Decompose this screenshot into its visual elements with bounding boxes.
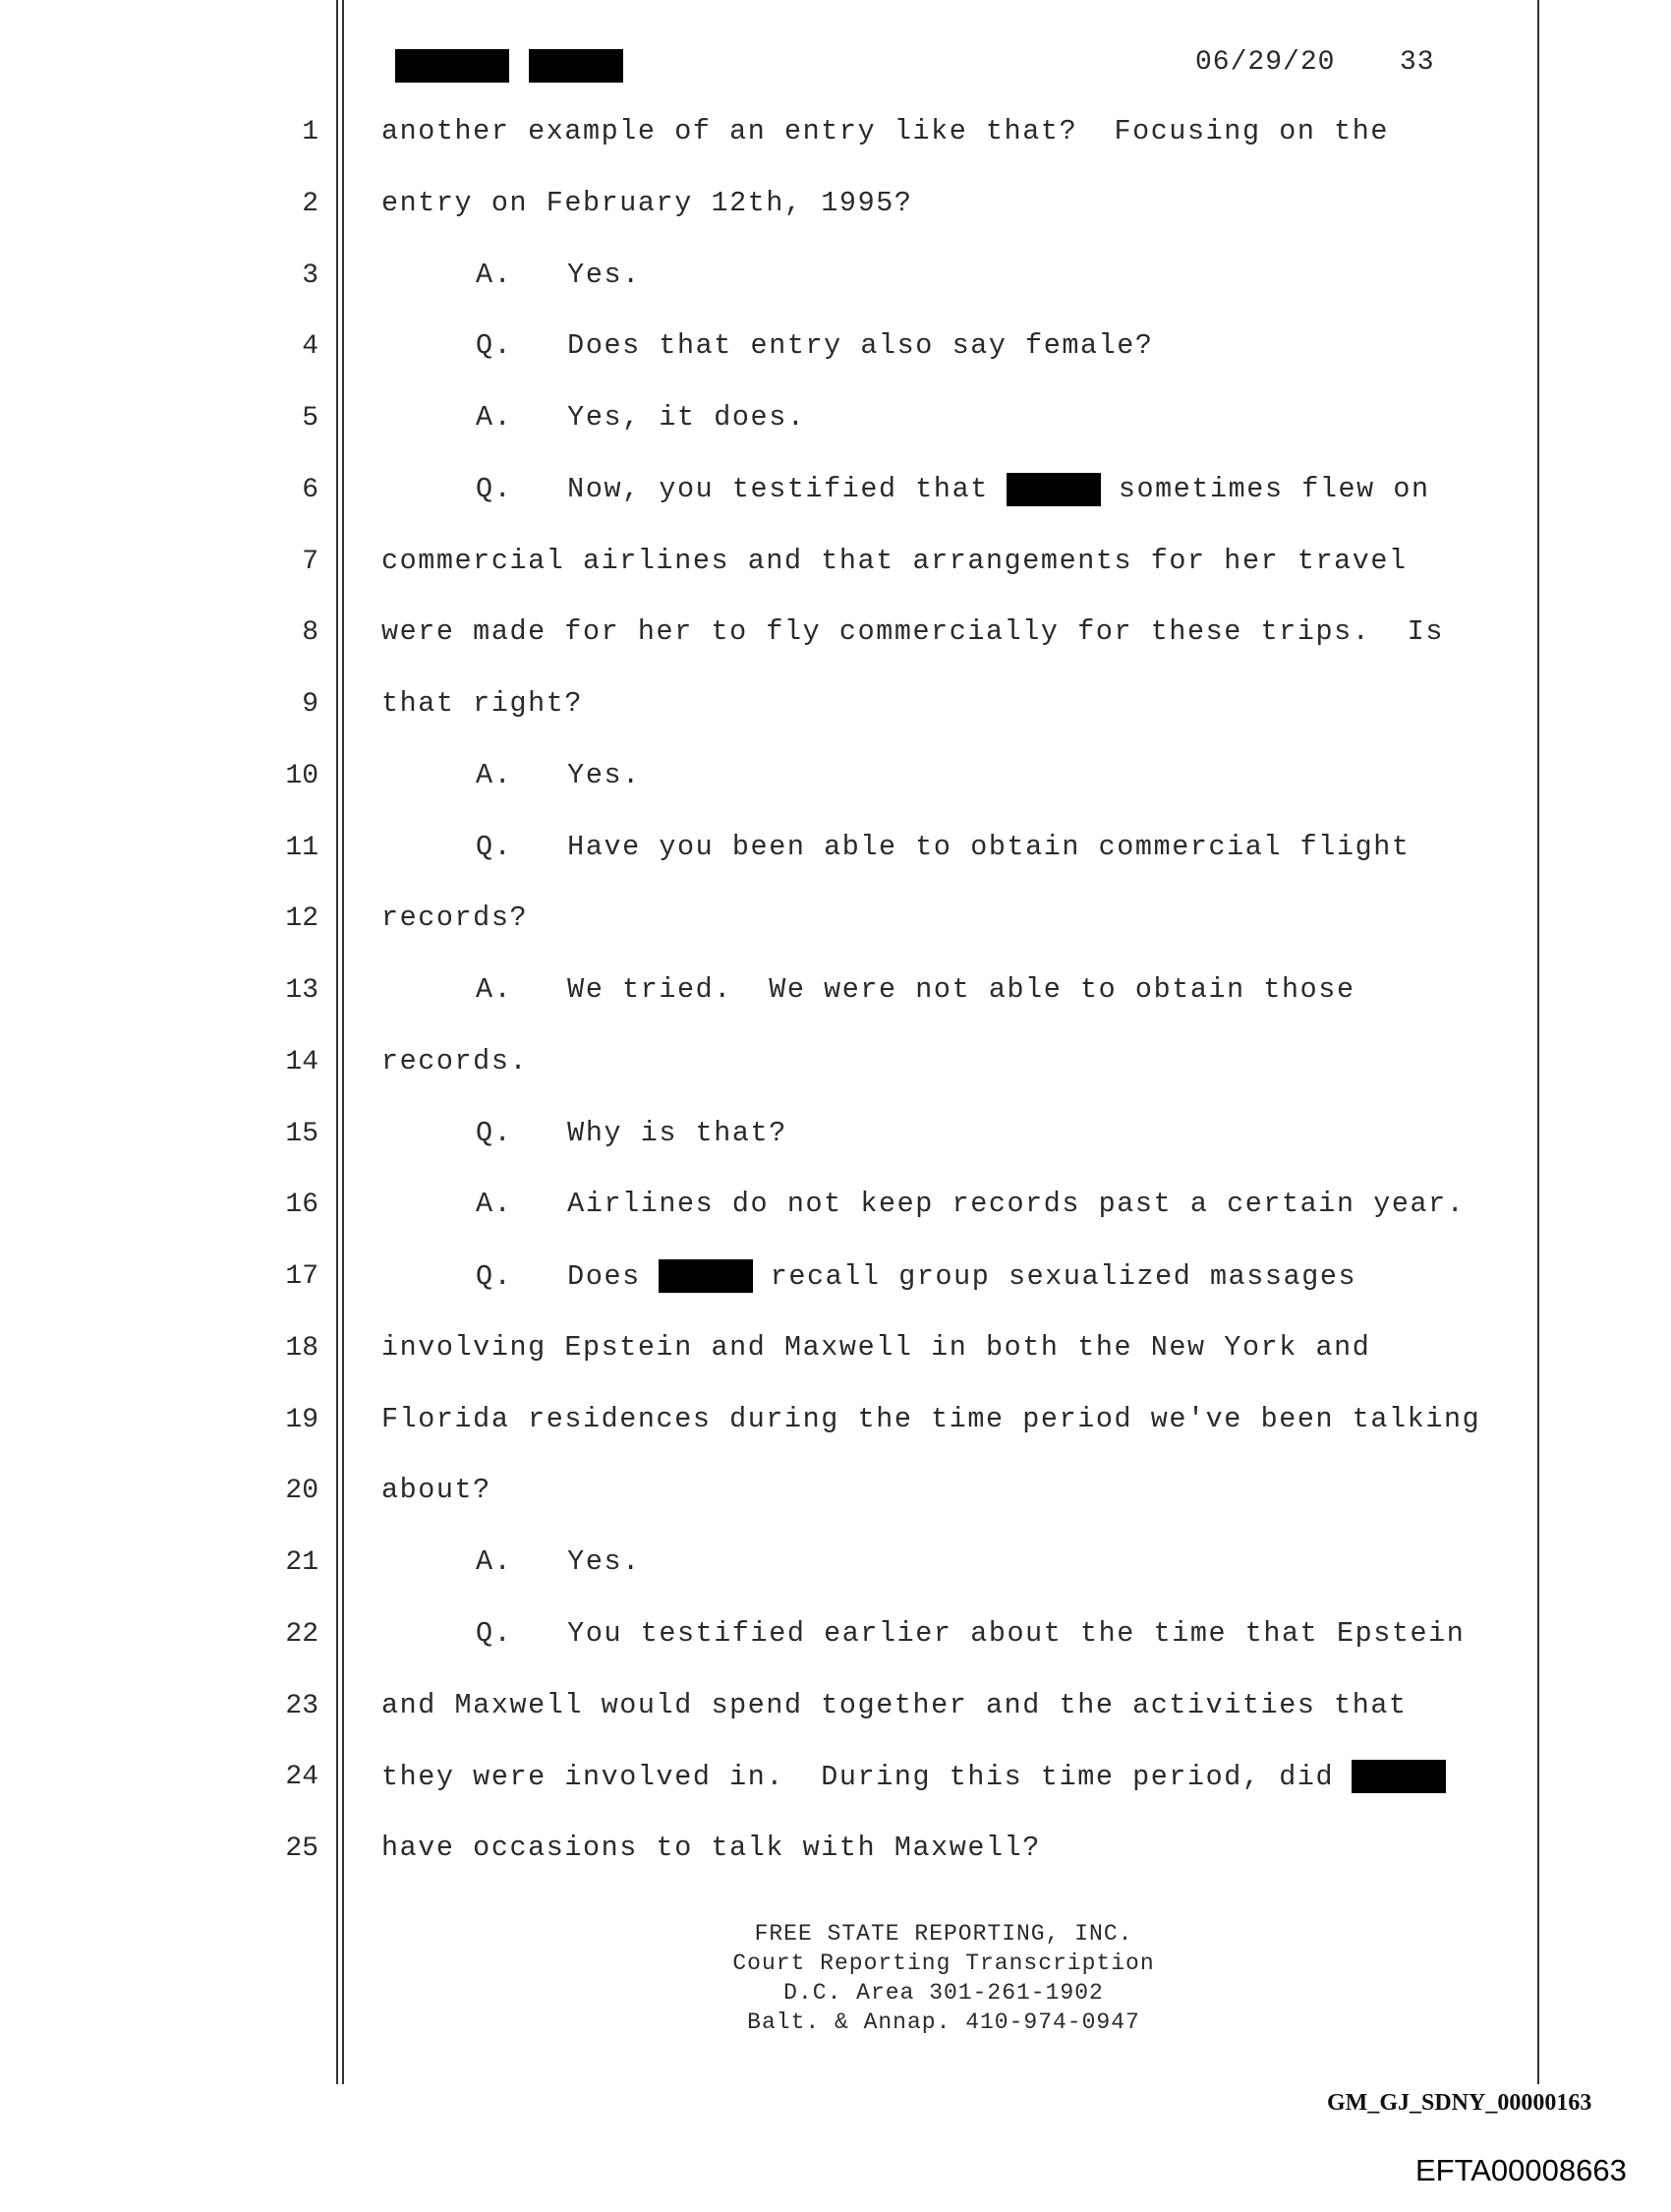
header-redaction-2 bbox=[529, 49, 623, 83]
line-text bbox=[476, 1617, 1465, 1650]
line-segment: A. Yes, it does. bbox=[476, 401, 806, 434]
line-segment: A. We tried. We were not able to obtain those bbox=[476, 973, 1355, 1006]
line-text bbox=[381, 902, 528, 934]
line-number: 11 bbox=[285, 832, 318, 863]
line-number: 25 bbox=[285, 1834, 318, 1864]
transcript-line bbox=[0, 1472, 1671, 1511]
transcript-line bbox=[0, 1615, 1671, 1655]
line-text bbox=[381, 1760, 1464, 1793]
line-segment: another example of an entry like that? Focusing on the bbox=[381, 115, 1390, 147]
line-number: 22 bbox=[285, 1618, 318, 1650]
line-number: 12 bbox=[285, 903, 318, 935]
line-segment: Q. Does bbox=[476, 1259, 641, 1293]
efta-number: EFTA00008663 bbox=[1415, 2153, 1627, 2187]
line-text bbox=[381, 545, 1408, 577]
line-text bbox=[381, 1403, 1480, 1435]
transcript-line bbox=[0, 1257, 1671, 1297]
transcript-line bbox=[0, 1758, 1671, 1797]
transcript-line bbox=[0, 185, 1671, 224]
line-segment: about? bbox=[381, 1474, 491, 1507]
transcript-line bbox=[0, 613, 1671, 653]
line-text bbox=[381, 615, 1444, 648]
transcript-line bbox=[0, 399, 1671, 438]
header-page-number: 33 bbox=[1400, 47, 1435, 78]
transcript-line bbox=[0, 471, 1671, 510]
footer-company: FREE STATE REPORTING, INC. bbox=[754, 1921, 1133, 1947]
line-text bbox=[381, 115, 1389, 147]
line-segment: sometimes flew on bbox=[1118, 473, 1430, 506]
line-text bbox=[476, 759, 641, 791]
line-text bbox=[381, 1331, 1370, 1364]
transcript-line bbox=[0, 829, 1671, 868]
transcript-line bbox=[0, 685, 1671, 725]
line-text bbox=[381, 1045, 528, 1077]
line-segment: A. Yes. bbox=[476, 258, 641, 291]
line-number: 9 bbox=[302, 689, 318, 720]
line-segment: have occasions to talk with Maxwell? bbox=[381, 1832, 1041, 1864]
transcript-line bbox=[0, 1830, 1671, 1869]
transcript-line bbox=[0, 1543, 1671, 1583]
header-redaction-1 bbox=[395, 49, 509, 83]
line-segment: A. Yes. bbox=[476, 1545, 641, 1578]
line-text bbox=[476, 973, 1355, 1006]
line-number: 24 bbox=[285, 1762, 318, 1793]
line-segment: commercial airlines and that arrangements for her travel bbox=[381, 544, 1408, 577]
redaction-block bbox=[1352, 1760, 1446, 1793]
line-segment: Q. You testified earlier about the time that Epstein bbox=[476, 1616, 1466, 1650]
line-segment: that right? bbox=[381, 687, 584, 720]
transcript-line bbox=[0, 1186, 1671, 1225]
line-text bbox=[381, 1832, 1041, 1864]
line-number: 13 bbox=[285, 975, 318, 1006]
line-number: 19 bbox=[285, 1404, 318, 1435]
redaction-block bbox=[1007, 473, 1101, 506]
line-number: 20 bbox=[285, 1476, 318, 1507]
transcript-line bbox=[0, 1043, 1671, 1082]
line-number: 3 bbox=[302, 260, 318, 291]
line-number: 7 bbox=[302, 546, 318, 577]
line-segment: Florida residences during the time period we've been talking bbox=[381, 1402, 1481, 1435]
line-text bbox=[476, 1188, 1465, 1220]
transcript-line bbox=[0, 757, 1671, 796]
bates-number: GM_GJ_SDNY_00000163 bbox=[1327, 2090, 1592, 2116]
line-number: 6 bbox=[302, 474, 318, 505]
line-segment: they were involved in. During this time period, did bbox=[381, 1760, 1335, 1793]
line-text bbox=[381, 687, 583, 720]
line-number: 2 bbox=[302, 188, 318, 219]
transcript-line bbox=[0, 543, 1671, 582]
line-segment: Q. Why is that? bbox=[476, 1116, 787, 1149]
line-number: 1 bbox=[302, 117, 318, 147]
line-segment: records? bbox=[381, 902, 529, 935]
line-number: 17 bbox=[285, 1261, 318, 1292]
line-number: 10 bbox=[285, 760, 318, 791]
transcript-line bbox=[0, 900, 1671, 939]
transcript-line bbox=[0, 113, 1671, 152]
line-segment: were made for her to fly commercially for these trips. Is bbox=[381, 615, 1444, 649]
line-text bbox=[476, 1117, 787, 1149]
line-text bbox=[476, 1259, 1356, 1293]
transcript-line bbox=[0, 1115, 1671, 1154]
line-number: 18 bbox=[285, 1332, 318, 1364]
redaction-block bbox=[659, 1259, 753, 1293]
line-segment: A. Yes. bbox=[476, 758, 641, 791]
transcript-line bbox=[0, 327, 1671, 367]
transcript-line bbox=[0, 1329, 1671, 1368]
line-text bbox=[381, 1689, 1408, 1721]
line-number: 8 bbox=[302, 617, 318, 649]
line-number: 21 bbox=[285, 1547, 318, 1578]
footer-balt-phone: Balt. & Annap. 410-974-0947 bbox=[747, 2009, 1140, 2035]
line-segment: recall group sexualized massages bbox=[770, 1259, 1357, 1293]
line-text bbox=[476, 329, 1154, 362]
line-segment: involving Epstein and Maxwell in both the New York and bbox=[381, 1330, 1371, 1364]
line-segment: Q. Does that entry also say female? bbox=[476, 329, 1154, 363]
line-text bbox=[476, 401, 805, 434]
header-date: 06/29/20 bbox=[1195, 47, 1336, 78]
line-text bbox=[381, 187, 912, 219]
footer-dc-phone: D.C. Area 301-261-1902 bbox=[783, 1980, 1104, 2006]
reporter-footer bbox=[550, 1919, 1337, 2037]
line-number: 5 bbox=[302, 403, 318, 434]
line-number: 14 bbox=[285, 1046, 318, 1077]
line-text bbox=[476, 473, 1430, 506]
transcript-line bbox=[0, 971, 1671, 1011]
line-segment: Q. Have you been able to obtain commercial flight bbox=[476, 830, 1411, 863]
line-segment: and Maxwell would spend together and the activities that bbox=[381, 1688, 1408, 1721]
line-number: 4 bbox=[302, 331, 318, 363]
transcript-line bbox=[0, 1401, 1671, 1440]
line-text bbox=[476, 831, 1411, 863]
line-segment: entry on February 12th, 1995? bbox=[381, 186, 913, 219]
line-number: 16 bbox=[285, 1190, 318, 1221]
transcript-line bbox=[0, 1687, 1671, 1726]
line-text bbox=[381, 1474, 491, 1506]
line-text bbox=[476, 1545, 641, 1578]
line-number: 15 bbox=[285, 1118, 318, 1149]
line-segment: Q. Now, you testified that bbox=[476, 473, 989, 506]
footer-service: Court Reporting Transcription bbox=[732, 1950, 1155, 1976]
line-segment: A. Airlines do not keep records past a certain year. bbox=[476, 1188, 1466, 1221]
line-text bbox=[476, 259, 641, 291]
line-number: 23 bbox=[285, 1690, 318, 1721]
transcript-line bbox=[0, 257, 1671, 296]
line-segment: records. bbox=[381, 1044, 529, 1077]
